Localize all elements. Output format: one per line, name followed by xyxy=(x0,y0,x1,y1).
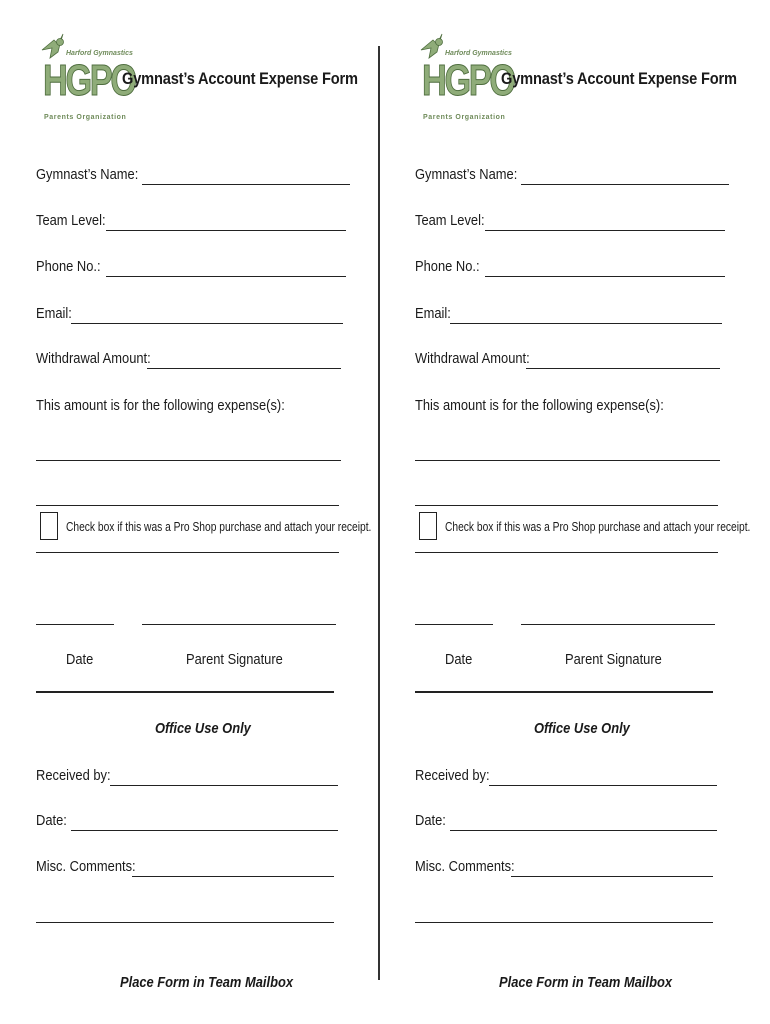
footer-instruction: Place Form in Team Mailbox xyxy=(499,974,673,991)
comments-line-2[interactable] xyxy=(36,922,334,923)
logo-letters: HGPO xyxy=(422,56,514,105)
email-label: Email: xyxy=(415,305,451,322)
gymnast-name-label: Gymnast’s Name: xyxy=(36,166,139,183)
gymnast-name-line[interactable] xyxy=(142,184,350,185)
logo-letters: HGPO xyxy=(43,56,135,105)
expense-form-left xyxy=(36,0,376,1024)
office-date-label: Date: xyxy=(36,812,67,829)
logo-top-text: Harford Gymnastics xyxy=(66,50,133,57)
expenses-label: This amount is for the following expense(s): xyxy=(36,397,285,414)
office-date-line[interactable] xyxy=(71,830,338,831)
pro-shop-checkbox-label: Check box if this was a Pro Shop purchase and attach your receipt. xyxy=(445,520,751,534)
team-level-label: Team Level: xyxy=(36,212,106,229)
email-line[interactable] xyxy=(71,323,343,324)
expense-line-2[interactable] xyxy=(36,505,339,506)
received-by-line[interactable] xyxy=(110,785,338,786)
phone-line[interactable] xyxy=(485,276,725,277)
office-date-line[interactable] xyxy=(450,830,717,831)
email-line[interactable] xyxy=(450,323,722,324)
expense-line-2[interactable] xyxy=(415,505,718,506)
hgpo-logo xyxy=(415,32,514,126)
gymnast-name-label: Gymnast’s Name: xyxy=(415,166,518,183)
email-label: Email: xyxy=(36,305,72,322)
received-by-line[interactable] xyxy=(489,785,717,786)
form-title: Gymnast’s Account Expense Form xyxy=(501,69,737,88)
expenses-label: This amount is for the following expense(s): xyxy=(415,397,664,414)
phone-label: Phone No.: xyxy=(415,258,480,275)
pro-shop-checkbox[interactable] xyxy=(419,512,437,540)
team-level-line[interactable] xyxy=(485,230,725,231)
comments-line-2[interactable] xyxy=(415,922,713,923)
expense-line-1[interactable] xyxy=(36,460,341,461)
logo-sub-text: Parents Organization xyxy=(44,114,127,121)
comments-label: Misc. Comments: xyxy=(415,858,515,875)
parent-signature-label: Parent Signature xyxy=(186,651,283,668)
date-label: Date xyxy=(66,651,94,668)
gymnast-name-line[interactable] xyxy=(521,184,729,185)
parent-signature-label: Parent Signature xyxy=(565,651,662,668)
section-divider xyxy=(36,691,334,693)
received-by-label: Received by: xyxy=(36,767,111,784)
phone-label: Phone No.: xyxy=(36,258,101,275)
pro-shop-checkbox[interactable] xyxy=(40,512,58,540)
team-level-label: Team Level: xyxy=(415,212,485,229)
logo-top-text: Harford Gymnastics xyxy=(445,50,512,57)
date-line[interactable] xyxy=(415,624,493,625)
withdrawal-label: Withdrawal Amount: xyxy=(36,350,151,367)
received-by-label: Received by: xyxy=(415,767,490,784)
comments-line[interactable] xyxy=(511,876,713,877)
parent-signature-line[interactable] xyxy=(142,624,336,625)
withdrawal-line[interactable] xyxy=(147,368,341,369)
date-line[interactable] xyxy=(36,624,114,625)
page-divider xyxy=(378,46,380,980)
form-title: Gymnast’s Account Expense Form xyxy=(122,69,358,88)
withdrawal-line[interactable] xyxy=(526,368,720,369)
section-divider xyxy=(415,691,713,693)
parent-signature-line[interactable] xyxy=(521,624,715,625)
comments-label: Misc. Comments: xyxy=(36,858,136,875)
footer-instruction: Place Form in Team Mailbox xyxy=(120,974,294,991)
withdrawal-label: Withdrawal Amount: xyxy=(415,350,530,367)
phone-line[interactable] xyxy=(106,276,346,277)
expense-form-right xyxy=(415,0,755,1024)
expense-line-1[interactable] xyxy=(415,460,720,461)
date-label: Date xyxy=(445,651,473,668)
hgpo-logo xyxy=(36,32,135,126)
team-level-line[interactable] xyxy=(106,230,346,231)
office-use-heading: Office Use Only xyxy=(155,720,251,737)
logo-sub-text: Parents Organization xyxy=(423,114,506,121)
checkbox-underline xyxy=(36,552,339,553)
office-date-label: Date: xyxy=(415,812,446,829)
comments-line[interactable] xyxy=(132,876,334,877)
office-use-heading: Office Use Only xyxy=(534,720,630,737)
checkbox-underline xyxy=(415,552,718,553)
pro-shop-checkbox-label: Check box if this was a Pro Shop purchase and attach your receipt. xyxy=(66,520,372,534)
